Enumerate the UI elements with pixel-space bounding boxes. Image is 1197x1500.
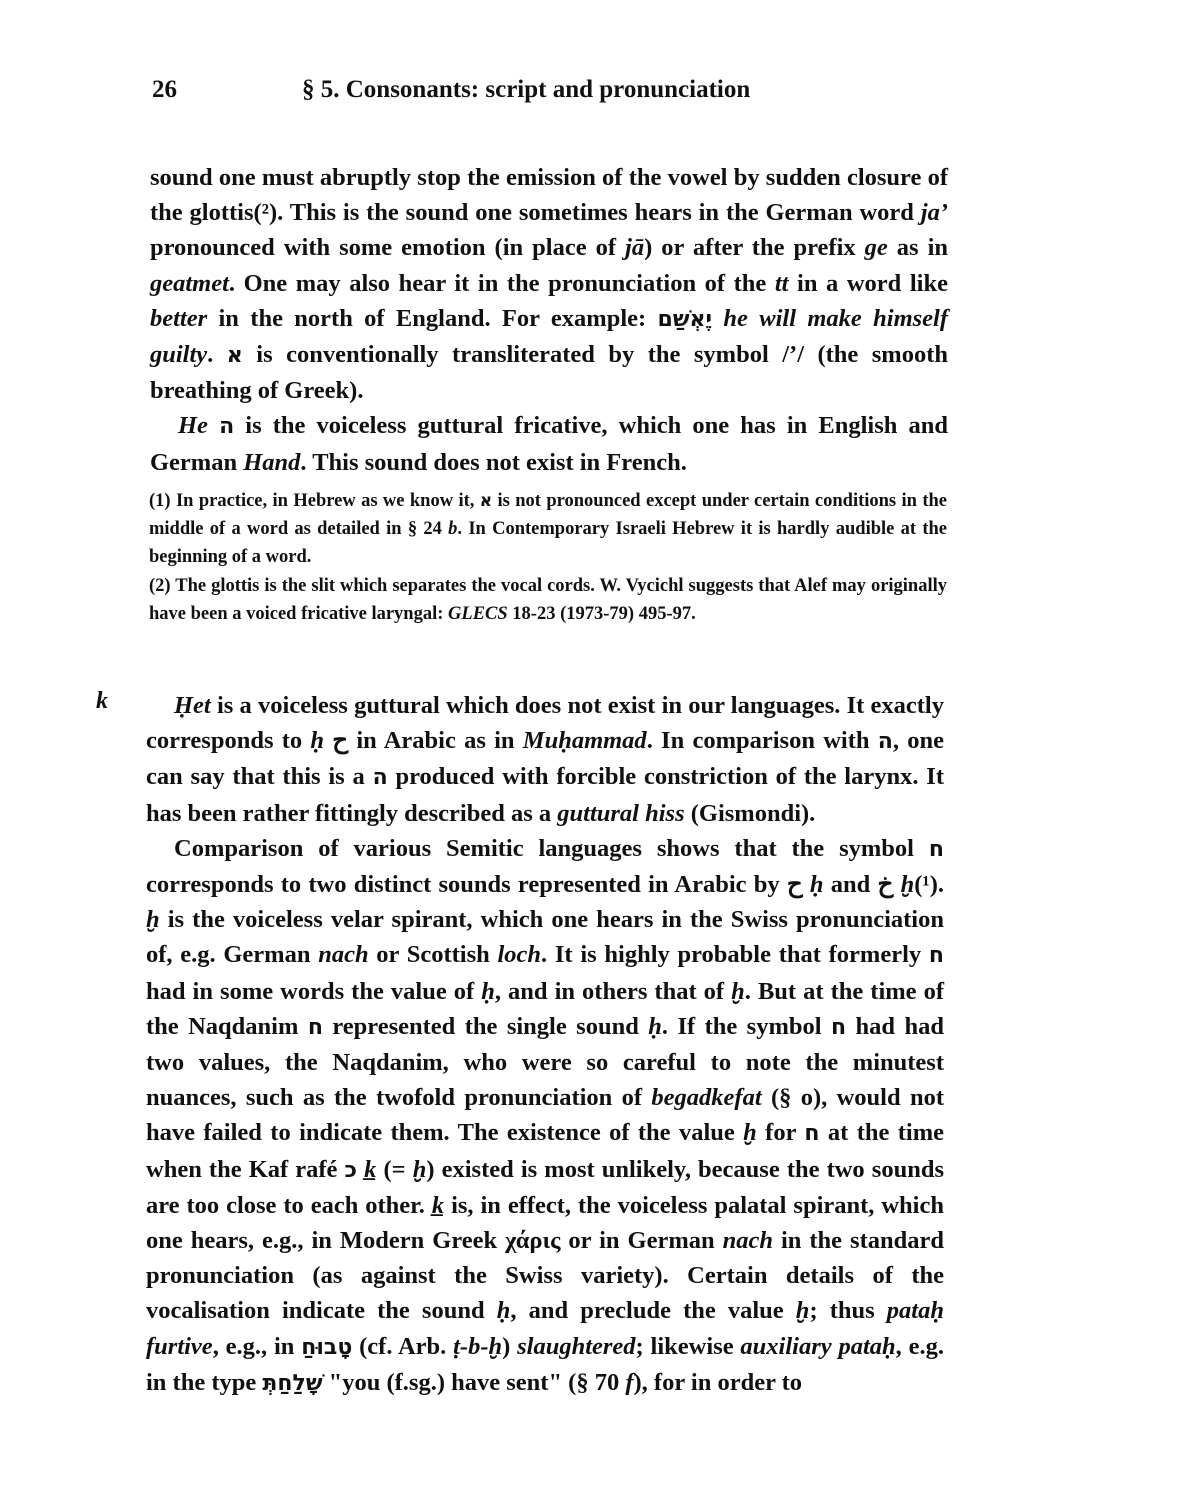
hebrew-letter: כ bbox=[344, 1157, 357, 1183]
hebrew-letter: ח bbox=[831, 1014, 847, 1040]
hebrew-letter: ה bbox=[372, 765, 388, 791]
hebrew-letter: א bbox=[479, 491, 493, 511]
footnotes bbox=[149, 487, 947, 628]
hebrew-word: שָׁלַחַתְּ bbox=[262, 1370, 323, 1396]
hebrew-letter: א bbox=[226, 343, 243, 369]
section-title: § 5. Consonants: script and pronunciation bbox=[302, 76, 751, 103]
paragraph-het bbox=[146, 688, 944, 1401]
body-text: Comparison of various Semitic languages shows that the symbol ח corresponds to two distinct sounds represented in Arabic by ح ḥ and خ ḫ(¹). ḫ is the voiceless velar spirant, which one hears in the Swiss pronunciation of, e.g. German nach or Scottish loch. It is highly probable that formerly ח had in some words the value of ḥ, and in others that of ḫ. But at the time of the Naqdanim ח represented the single sound ḥ. If the symbol ח had had two values, the Naqdanim, who were so careful to note the minutest nuances, such as the twofold pronunciation of begadkefat (§ o), would not have failed to indicate them. The existence of the value ḫ for ח at the time when the Kaf rafé כ k̲ (= ḫ) existed is most unlikely, because the two sounds are too close to each other. k̲ is, in effect, the voiceless palatal spirant, which one hears, e.g., in Modern Greek χάρις or in German nach in the standard pronunciation (as against the Swiss variety). Certain details of the vocalisation indicate the sound ḥ, and preclude the value ḫ; thus pataḥ furtive, e.g., in טָבוּחַ (cf. Arb. ṭ-b-ḫ) slaughtered; likewise auxiliary pataḥ, e.g. in the type שָׁלַחַתְּ "you (f.sg.) have sent" (§ 70 f), for in order to bbox=[146, 834, 945, 1396]
hebrew-letter: ח bbox=[928, 836, 944, 862]
body-text: He ה is the voiceless guttural fricative, which one has in English and German Hand. This sound does not exist in French. bbox=[150, 412, 948, 476]
hebrew-letter: ח bbox=[307, 1014, 323, 1040]
margin-note: k bbox=[96, 688, 108, 714]
page-number: 26 bbox=[152, 76, 177, 103]
footnote-1: (1) In practice, in Hebrew as we know it, א is not pronounced except under certain conditions in the middle of a word as detailed in § 24 b. In Contemporary Israeli Hebrew it is hardly audible at the beginning of a word. bbox=[149, 491, 947, 568]
paragraph-glottal-stop bbox=[150, 160, 948, 480]
hebrew-letter: ח bbox=[928, 943, 944, 969]
hebrew-word: טָבוּחַ bbox=[301, 1334, 353, 1360]
hebrew-letter: ה bbox=[219, 414, 235, 440]
footnote-2: (2) The glottis is the slit which separates the vocal cords. W. Vycichl suggests that Alef may originally have been a voiced fricative laryngal: GLECS 18-23 (1973-79) 495-97. bbox=[149, 575, 947, 624]
body-text: sound one must abruptly stop the emission of the vowel by sudden closure of the glottis(²). This is the sound one sometimes hears in the German word ja’ pronounced with some emotion (in place of jā) or after the prefix ge as in geatmet. One may also hear it in the pronunciation of the tt in a word like better in the north of England. For example: יֶאְשַׁם he will make himself guilty. א is conventionally transliterated by the symbol /’/ (the smooth breathing of Greek). bbox=[150, 164, 948, 405]
body-text: Ḥet is a voiceless guttural which does not exist in our languages. It exactly corresponds to ḥ ح in Arabic as in Muḥammad. In comparison with ה, one can say that this is a ה produced with forcible constriction of the larynx. It has been rather fittingly described as a guttural hiss (Gismondi). bbox=[146, 692, 944, 827]
hebrew-word: יֶאְשַׁם bbox=[657, 306, 713, 332]
hebrew-letter: ח bbox=[804, 1121, 820, 1147]
hebrew-letter: ה bbox=[877, 729, 893, 755]
